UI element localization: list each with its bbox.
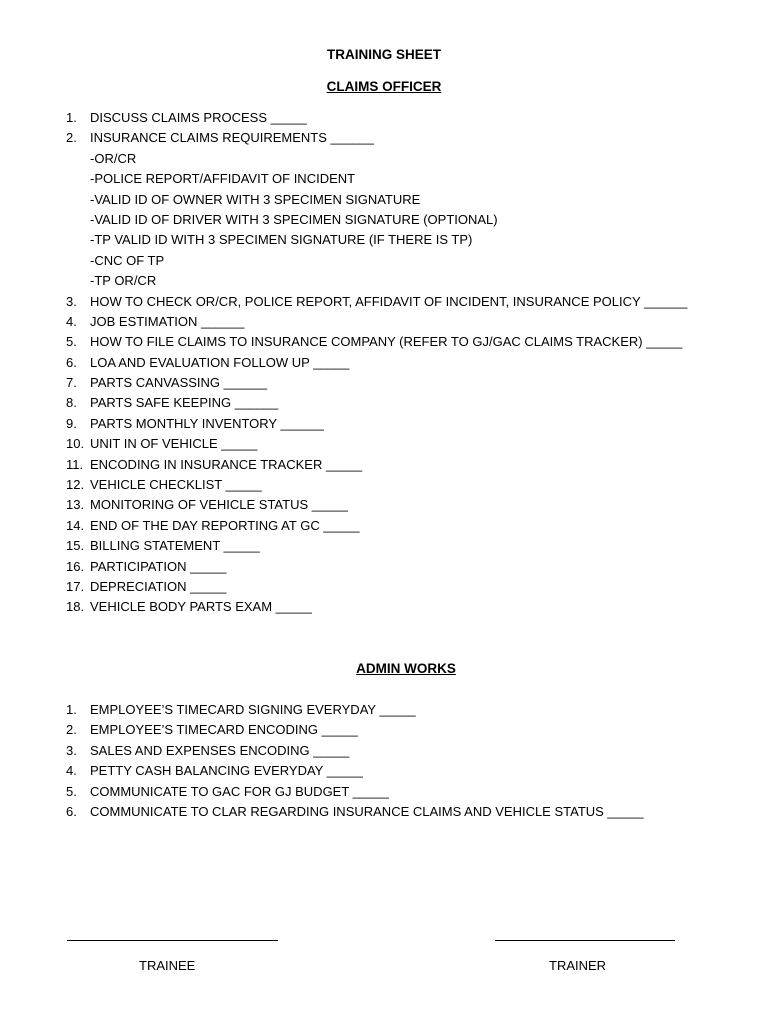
document-title: TRAINING SHEET [326,47,441,62]
list-item-number: 6. [66,803,77,819]
list-item [66,536,687,556]
list-item [66,802,644,822]
list-item-text: -OR/CR [90,150,137,166]
list-sub-item [90,149,687,169]
list-item [66,475,687,495]
list-item-number: 1. [66,702,77,717]
list-item-number: 6. [66,354,77,370]
list-item-text: -CNC OF TP [90,252,165,268]
list-item-text: DISCUSS CLAIMS PROCESS _____ [90,110,307,125]
list-item-number: 3. [66,742,77,758]
list-item-number: 5. [66,783,77,799]
list-item [66,128,687,148]
list-item-number: 13. [66,497,85,513]
section-title-admin-works: ADMIN WORKS [356,661,456,676]
list-item [66,434,687,454]
list-item-number: 11. [66,456,84,472]
list-item-number: 7. [66,375,77,391]
list-item-number: 2. [66,130,77,146]
list-item-text: -VALID ID OF DRIVER WITH 3 SPECIMEN SIGNATURE (OPTIONAL) [90,211,498,227]
trainee-signature-line [67,940,278,941]
list-item [66,597,687,617]
list-item-text: SALES AND EXPENSES ENCODING _____ [90,742,350,758]
list-item-number: 2. [66,722,77,738]
list-item-text: EMPLOYEE’S TIMECARD SIGNING EVERYDAY _____ [90,702,416,717]
claims-officer-list [66,108,688,618]
list-sub-item [90,210,687,230]
list-item-text: PARTS MONTHLY INVENTORY ______ [90,415,324,431]
list-item [66,557,687,577]
list-item [66,455,687,475]
list-item [66,292,688,312]
list-item-text: PARTS SAFE KEEPING ______ [90,395,279,411]
list-item [66,353,687,373]
list-item [66,414,687,434]
list-item-number: 8. [66,395,77,411]
list-item-text: HOW TO CHECK OR/CR, POLICE REPORT, AFFIDAVIT OF INCIDENT, INSURANCE POLICY ______ [90,293,688,309]
list-item-text: UNIT IN OF VEHICLE _____ [90,436,258,452]
list-item-number: 16. [66,558,85,574]
list-item-text: BILLING STATEMENT _____ [90,538,260,554]
list-item-number: 10. [66,436,85,452]
list-item-text: PETTY CASH BALANCING EVERYDAY _____ [90,763,363,779]
list-item-text: JOB ESTIMATION ______ [90,313,245,329]
list-item-text: VEHICLE BODY PARTS EXAM _____ [90,599,312,615]
list-item-text: LOA AND EVALUATION FOLLOW UP _____ [90,354,350,370]
list-item [66,577,687,597]
list-sub-item [90,271,687,291]
list-item-number: 15. [66,538,85,554]
list-item [66,761,644,781]
list-item [66,393,687,413]
list-item [66,332,687,352]
list-item-text: EMPLOYEE’S TIMECARD ENCODING _____ [90,722,358,738]
list-item-number: 14. [66,517,85,533]
section-title-claims-officer: CLAIMS OFFICER [326,79,442,94]
list-item-number: 5. [66,334,77,350]
list-item-number: 18. [66,599,85,615]
list-item-text: DEPRECIATION _____ [90,578,227,594]
list-item-text: ENCODING IN INSURANCE TRACKER _____ [90,456,363,472]
list-item-number: 4. [66,763,77,779]
list-item-number: 9. [66,415,77,431]
list-item [66,373,687,393]
list-item-text: HOW TO FILE CLAIMS TO INSURANCE COMPANY (REFER TO GJ/GAC CLAIMS TRACKER) _____ [90,334,683,350]
list-item-text: PARTICIPATION _____ [90,558,227,574]
list-item-number: 1. [66,110,77,125]
trainer-signature-line [495,940,675,941]
list-item-text: -VALID ID OF OWNER WITH 3 SPECIMEN SIGNATURE [90,191,421,207]
list-item-number: 17. [66,578,85,594]
list-item-number: 4. [66,313,77,329]
admin-works-list [66,700,644,822]
list-item [66,312,687,332]
list-item-text: PARTS CANVASSING ______ [90,375,268,391]
list-item-text: END OF THE DAY REPORTING AT GC _____ [90,517,360,533]
list-item-text: MONITORING OF VEHICLE STATUS _____ [90,497,348,513]
list-item-text: COMMUNICATE TO GAC FOR GJ BUDGET _____ [90,783,389,799]
list-item [66,495,687,515]
list-item [66,700,644,720]
list-sub-item [90,169,687,189]
list-sub-item [90,251,687,271]
list-sub-item [90,190,687,210]
trainer-label: TRAINER [549,958,607,973]
list-item-number: 12. [66,477,85,493]
list-item-text: COMMUNICATE TO CLAR REGARDING INSURANCE CLAIMS AND VEHICLE STATUS _____ [90,803,644,819]
list-item [66,782,644,802]
list-item-number: 3. [66,293,77,309]
list-item [66,720,644,740]
list-item [66,741,644,761]
list-item [66,516,687,536]
list-item-text: VEHICLE CHECKLIST _____ [90,477,262,493]
list-item [66,108,687,128]
list-item-text: -TP OR/CR [90,273,157,289]
list-sub-item [90,230,687,250]
list-item-text: INSURANCE CLAIMS REQUIREMENTS ______ [90,130,374,146]
trainee-label: TRAINEE [139,958,196,973]
list-item-text: -POLICE REPORT/AFFIDAVIT OF INCIDENT [90,171,356,187]
list-item-text: -TP VALID ID WITH 3 SPECIMEN SIGNATURE (IF THERE IS TP) [90,232,473,248]
